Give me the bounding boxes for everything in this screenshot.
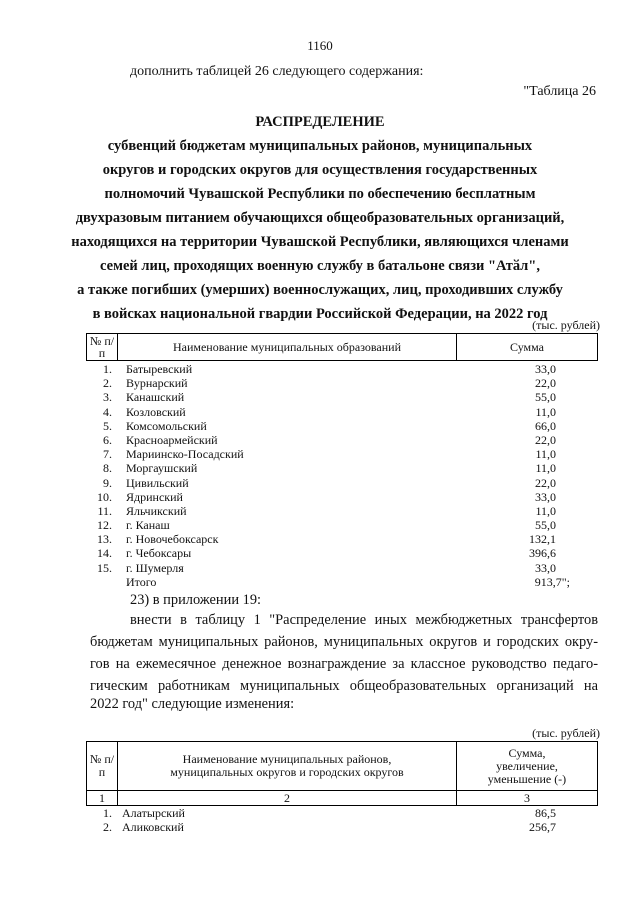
body-text-line: бюджетам муниципальных районов, муниципальных округов и городских окру- — [90, 634, 598, 650]
row-name: Алатырский — [122, 806, 185, 820]
row-name: Ядринский — [126, 489, 183, 504]
col-number-index: 1 — [87, 791, 118, 806]
col-sum-index: 3 — [457, 791, 598, 806]
row-number: 3. — [103, 390, 112, 405]
row-number: 2. — [103, 820, 112, 835]
page-number: 1160 — [307, 38, 333, 53]
table-row — [86, 405, 598, 419]
col-sum-header-line: Сумма, — [508, 745, 546, 760]
table-row — [86, 461, 598, 475]
row-sum: 256,7 — [529, 820, 556, 835]
row-number: 5. — [103, 418, 112, 433]
table-row — [86, 362, 598, 376]
table-row — [86, 561, 598, 575]
row-name: г. Шумерля — [126, 560, 184, 575]
row-sum: 22,0 — [535, 432, 556, 447]
units-label: (тыс. рублей) — [532, 318, 600, 332]
body-text-line: 2022 год" следующие изменения: — [90, 696, 295, 712]
row-number: 1. — [103, 362, 112, 376]
row-sum: 11,0 — [535, 404, 556, 419]
units-label-2: (тыс. рублей) — [532, 726, 600, 740]
table-row — [86, 518, 598, 532]
row-sum: 33,0 — [535, 560, 556, 575]
table-row — [86, 447, 598, 461]
subtitle-line: полномочий Чувашской Республики по обеспечению бесплатным — [104, 186, 536, 202]
col-sum-header-line: уменьшение (-) — [487, 771, 567, 786]
row-sum: 396,6 — [529, 546, 556, 561]
body-text-line: гов на ежемесячное денежное вознаграждение за классное руководство педаго- — [90, 656, 598, 672]
row-name: Моргаушский — [126, 461, 198, 476]
row-sum: 33,0 — [535, 362, 556, 376]
row-number: 14. — [97, 546, 112, 561]
row-sum: 66,0 — [535, 418, 556, 433]
row-sum: 33,0 — [535, 489, 556, 504]
table-row — [86, 806, 598, 820]
table-row — [86, 476, 598, 490]
body-text-line: гическим работникам муниципальных общеобразовательных организаций на — [90, 678, 598, 694]
row-name: Козловский — [126, 404, 186, 419]
row-number: 10. — [97, 489, 112, 504]
col-name-index: 2 — [118, 791, 457, 806]
table-row — [86, 532, 598, 546]
body-text-line: внести в таблицу 1 "Распределение иных межбюджетных трансфертов — [130, 612, 598, 628]
row-name: Цивильский — [126, 475, 189, 490]
row-name: Яльчикский — [126, 503, 187, 518]
col-sum-header-line: увеличение, — [496, 758, 558, 773]
row-sum: 22,0 — [535, 376, 556, 391]
row-sum: 55,0 — [535, 390, 556, 405]
row-number: 9. — [103, 475, 112, 490]
total-label: Итого — [126, 574, 157, 589]
row-number: 15. — [97, 560, 112, 575]
total-row — [86, 575, 598, 589]
col-name-header — [118, 742, 457, 791]
subtitle-line: а также погибших (умерших) военнослужащих, лиц, проходивших службу — [77, 282, 563, 298]
table-row — [86, 390, 598, 404]
subtitle-line: субвенций бюджетам муниципальных районов, муниципальных — [107, 138, 533, 154]
row-sum: 132,1 — [529, 532, 556, 547]
row-name: г. Новочебоксарск — [126, 532, 219, 547]
subtitle-line: в войсках национальной гвардии Российской Федерации, на 2022 год — [92, 306, 548, 322]
row-sum: 11,0 — [535, 503, 556, 518]
row-name: Канашский — [126, 390, 185, 405]
row-sum: 86,5 — [535, 806, 556, 820]
col-name-header-line: Наименование муниципальных районов, — [182, 752, 392, 766]
table-row — [86, 376, 598, 390]
col-number-header: № п/п — [87, 742, 118, 791]
table-row — [86, 433, 598, 447]
row-name: Комсомольский — [126, 418, 207, 433]
row-number: 7. — [103, 447, 112, 462]
row-name: Аликовский — [122, 820, 184, 835]
subtitle-line: двухразовым питанием обучающихся общеобразовательных организаций, — [75, 210, 565, 226]
row-name: Вурнарский — [126, 376, 188, 391]
row-number: 12. — [97, 518, 112, 533]
row-number: 11. — [97, 503, 112, 518]
table-row — [86, 546, 598, 560]
row-name: г. Чебоксары — [126, 546, 192, 561]
distribution-table-header — [86, 333, 598, 361]
row-sum: 22,0 — [535, 475, 556, 490]
row-number: 2. — [103, 376, 112, 391]
col-sum-header — [457, 742, 598, 791]
changes-table-header — [86, 741, 598, 806]
row-sum: 11,0 — [535, 447, 556, 462]
col-name-header-line: муниципальных округов и городских округов — [170, 765, 404, 779]
row-number: 13. — [97, 532, 112, 547]
row-number: 8. — [103, 461, 112, 476]
row-sum: 11,0 — [535, 461, 556, 476]
col-name-header: Наименование муниципальных образований — [118, 334, 457, 361]
distribution-table-body — [86, 362, 598, 589]
table-row — [86, 490, 598, 504]
table-row — [86, 504, 598, 518]
row-name: г. Канаш — [126, 518, 170, 533]
row-name: Батыревский — [126, 362, 193, 376]
col-number-header: № п/п — [87, 334, 118, 361]
changes-table-body — [86, 806, 598, 834]
table-row — [86, 419, 598, 433]
col-sum-header: Сумма — [457, 334, 598, 361]
table-row — [86, 820, 598, 834]
total-sum: 913,7"; — [534, 574, 570, 589]
subtitle-line: округов и городских округов для осуществления государственных — [102, 162, 538, 178]
row-number: 1. — [103, 806, 112, 820]
row-name: Мариинско-Посадский — [126, 447, 244, 462]
subtitle-line: находящихся на территории Чувашской Республики, являющихся членами — [71, 234, 569, 250]
row-number: 4. — [103, 404, 112, 419]
subtitle-line: семей лиц, проходящих военную службу в батальоне связи "Атӑл", — [100, 258, 540, 274]
document-title: РАСПРЕДЕЛЕНИЕ — [255, 114, 385, 130]
item-23: 23) в приложении 19: — [130, 592, 262, 608]
row-sum: 55,0 — [535, 518, 556, 533]
table-label: "Таблица 26 — [523, 84, 596, 99]
intro-text: дополнить таблицей 26 следующего содержания: — [130, 64, 424, 79]
row-number: 6. — [103, 432, 112, 447]
row-name: Красноармейский — [126, 432, 218, 447]
